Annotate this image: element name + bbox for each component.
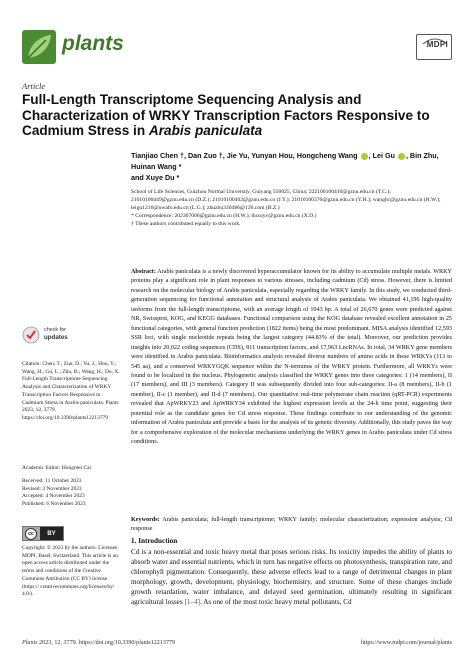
correspondence: * Correspondence: 202307006@gznu.edu.cn (H.W.); duxuyv@gznu.edu.cn (X.D.) [131,213,317,220]
keywords-text: Arabis paniculata; full-length transcriptome; WRKY family; molecular characterization; expression analysis; Cd response [131,517,452,533]
mdpi-logo-text: MDPI [426,40,448,49]
author-list [131,150,451,183]
journal-leaf-logo-icon [22,30,56,64]
by-icon: BY [40,527,63,540]
footer-cite-rest[interactable]: 2023, 12, 3779. https://doi.org/10.3390/plants12213779 [37,640,176,646]
paper-title [22,92,462,139]
check-for-updates-button[interactable] [22,326,102,346]
authors-line1c: , Bin Zhu, Huinan Wang * [131,151,439,171]
date-revised: Revised: 3 November 2023 [22,485,82,492]
check-updates-line2: updates [44,334,68,341]
check-updates-label [44,327,68,342]
section-heading: 1. Introduction [131,537,178,545]
date-received: Received: 11 October 2023 [22,478,82,484]
keywords-label: Keywords: [131,517,160,523]
authors-line2: and Xuye Du * [131,173,180,182]
keywords [131,516,452,535]
footer-journal: Plants [22,640,38,646]
affiliation-text: School of Life Sciences, Guizhou Normal University, Guiyang 550025, China; 222100100410@gznu.edu.cn (T.C.); 21010100449@gznu.edu.cn (D.Z.); 21010100402@gznu.edu.cn (J.Y.); 21010100376@gznu.edu.cn (Y.H.); wanghc@gznu.edu.cn (H.W.); leigu1216@nwafu.edu.cn (L.G.); zhuzhu330486@126.com (B.Z.) [131,189,441,212]
footer-citation [22,640,175,646]
orcid-icon[interactable] [361,153,368,160]
orcid-icon[interactable] [398,153,405,160]
cc-by-license-badge[interactable] [22,526,64,541]
introduction-text [131,547,452,608]
footer-journal-url[interactable]: https://www.mdpi.com/journal/plants [360,640,452,646]
check-updates-icon [22,326,40,344]
article-type: Article [22,81,46,91]
title-species: Arabis paniculata [148,123,263,138]
authors-line1: Tianjiao Chen †, Dan Zuo †, Jie Yu, Yunyan Hou, Hongcheng Wang [131,151,358,160]
authors-line1b: , Lei Gu [368,151,395,160]
academic-editor: Academic Editor: Hongmei Cai [22,465,92,471]
intro-paragraph-cont: . As one of the most toxic heavy metal pollutants, Cd [200,598,352,607]
publication-dates [22,478,122,509]
abstract [131,268,452,448]
abstract-label: Abstract: [131,269,156,275]
journal-header [22,30,452,64]
equal-contribution: † These authors contributed equally to this work. [131,221,241,228]
date-accepted: Accepted: 4 November 2023 [22,493,85,500]
intro-paragraph: Cd is a non-essential and toxic heavy metal that poses serious risks. Its toxicity impedes the ability of plants to absorb water and essential nutrients, which in turn has negative effects on photosynthesis, transpiration rate, and chlorophyll pigmentation. Consequently, these adverse effects lead to a range of detrimental changes in plant morphology, growth, development, physiology, biochemistry, and structure. Some of these changes include growth retardation, water imbalance, and delayed seed germination, ultimately resulting in significant agricultural losses [131,548,452,607]
title-text: Full-Length Transcriptome Sequencing Analysis and Characterization of WRKY Transcription Factors Responsive to Cadmium Stress in [22,92,430,138]
abstract-text: Arabis paniculata is a newly discovered hyperaccumulator known for its ability to accumulate multiple metals. WRKY proteins play a significant role in plant responses to various stresses, including cadmium (Cd) stress. However, there is limited research on the molecular biology of Arabis paniculata, especially regarding the WRKY family. In this study, we conducted third-generation sequencing for functional annotation and structural analysis of Arabis paniculata. We obtained 41,196 high-quality isoforms from the full-length transcriptome, with an average length of 1043 bp. A total of 26,670 genes were predicted against NR, Swissprot, KOG, and KEGG databases. Functional comparison using the KOG database revealed excellent annotation in 25 functional categories, with general function prediction (1822 items) being the most predominant. MISA analysis identified 12,593 SSR loci, with single nucleotide repeats being the largest category (44.83% of the total). Moreover, our prediction provides insights into 20,022 coding sequences (CDS), 811 transcription factors, and 17,963 LncRNAs. In total, 34 WRKY gene members were identified in Arabis paniculata. Bioinformatics analysis revealed diverse numbers of amino acids in these WRKYs (113 to 545 aa), and a conserved WRKYGQK sequence within the N-terminus of the WRKY protein. Furthermore, all WRKYs were found to be localized in the nucleus. Phylogenetic analysis classified the WRKY genes into three categories: 1 (14 members), II (17 members), and III (3 members). Category II was subsequently divided into four sub-categories: II-a (8 members), II-b (1 member), II-c (1 member), and II-d (7 members). Our quantitative real-time polymerase chain reaction (qRT-PCR) experiments revealed that ApWRKY23 and ApWRKY34 exhibited the highest expression levels at the 24-h time point, suggesting their potential role as the candidate genes for Cd stress response. These findings contribute to our understanding of the genomic information of Arabis paniculata and provide a basis for the analysis of its genetic diversity. Additionally, this study paves the way for a comprehensive exploration of the molecular mechanisms underlying the WRKY genes in Arabis paniculata under Cd stress conditions. [131,269,452,446]
journal-name[interactable]: plants [62,32,124,55]
check-updates-line1: check for [44,327,66,333]
reference-link[interactable]: [1–4] [184,598,201,607]
affiliations [131,188,451,228]
copyright-notice: Copyright: © 2023 by the authors. Licensee MDPI, Basel, Switzerland. This article is an open access article distributed under the terms and conditions of the Creative Commons Attribution (CC BY) license (https:// creativecommons.org/licenses/by/ 4.0/). [22,545,118,598]
citation-block: Citation: Chen, T.; Zuo, D.; Yu, J.; Hou, Y.; Wang, H.; Gu, L.; Zhu, B.; Wang, H.; Du, X. Full-Length Transcriptome Sequencing Analysis and Characterization of WRKY Transcription Factors Responsive to Cadmium Stress in Arabis paniculata. Plants 2023, 12, 3779. https://doi.org/10.3390/plants12213779 [22,361,120,421]
cc-icon: cc [25,528,37,540]
date-published: Published: 6 November 2023 [22,501,86,508]
